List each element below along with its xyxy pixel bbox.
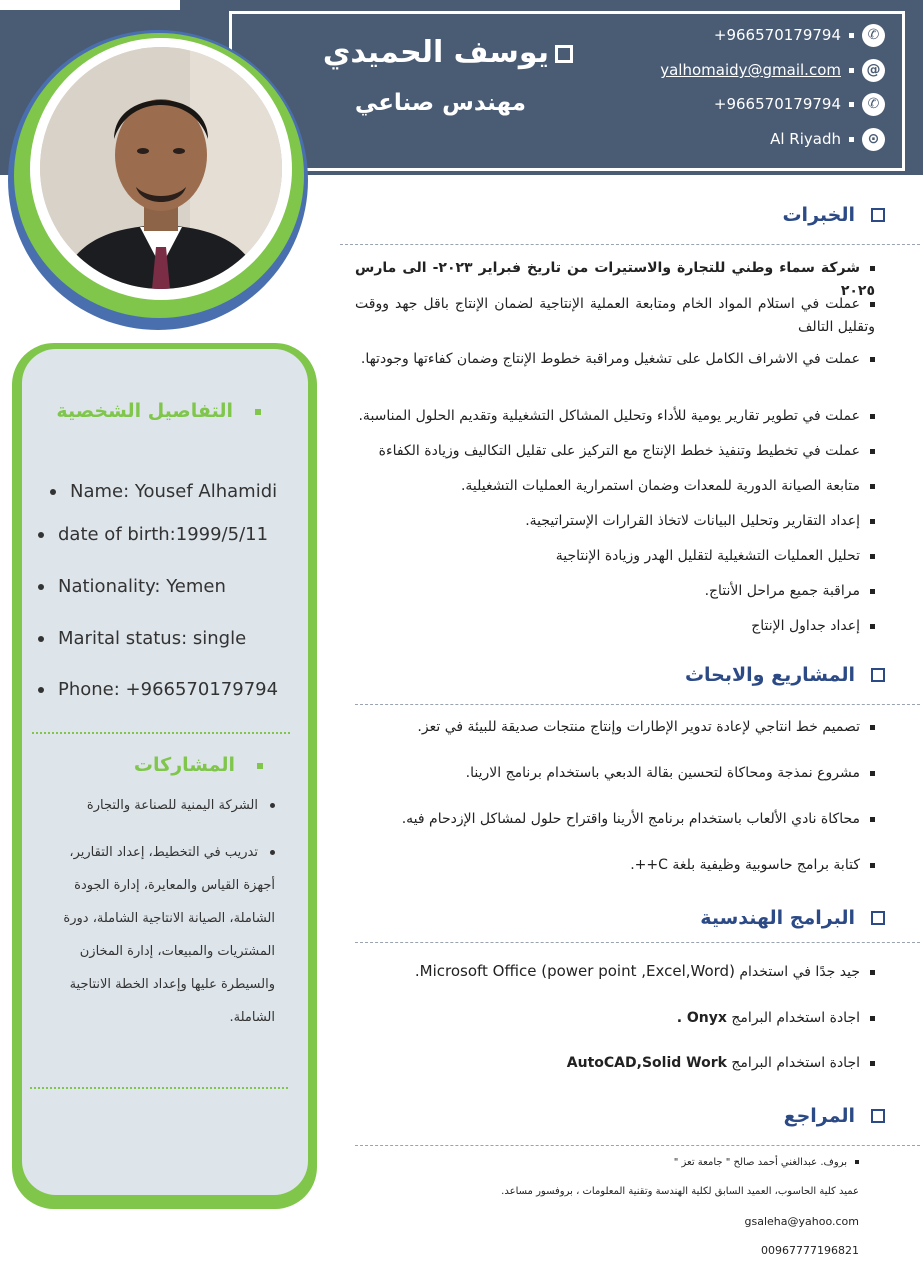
participation-item (55, 789, 275, 822)
participation-item (55, 836, 275, 1034)
experience-item (355, 405, 875, 428)
personal-phone-text: Phone: +966570179794 (58, 679, 279, 700)
checkbox-icon (871, 911, 885, 925)
personal-nationality-text: Nationality: Yemen (58, 576, 226, 597)
bullet-icon (38, 687, 44, 693)
experience-item (355, 580, 875, 603)
experience-item (355, 545, 875, 568)
reference-name-text: بروف. عبدالغني أحمد صالح " جامعة تعز " (673, 1157, 847, 1168)
reference-phone: 00967777196821 (761, 1244, 859, 1257)
software-item-prefix: اجادة استخدام البرامج (731, 1055, 860, 1071)
experience-item (355, 615, 875, 638)
references-heading-text: المراجع (783, 1105, 855, 1127)
bullet-icon (849, 102, 854, 107)
experience-item-text: إعداد جداول الإنتاج (751, 618, 860, 634)
reference-name (674, 1157, 859, 1168)
bullet-icon (870, 1016, 875, 1021)
contact-email-link[interactable]: yalhomaidy@gmail.com (660, 61, 841, 79)
contact-email[interactable] (660, 58, 885, 82)
bullet-icon (870, 519, 875, 524)
software-item (355, 960, 875, 984)
participation-item-text: تدريب في التخطيط، إعداد التقارير، أجهزة القياس والمعايرة، إدارة الجودة الشاملة، الصيانة الانتاجية الشاملة، دورة المشتريات والمبيعات، إدارة المخازن والسيطرة عليها وإعداد الخطة الانتاجية الشاملة. (63, 845, 275, 1025)
software-item-value: AutoCAD,Solid Work (566, 1055, 727, 1071)
participations-heading-text: المشاركات (133, 754, 235, 776)
participations-heading (134, 754, 263, 776)
bullet-icon (38, 636, 44, 642)
projects-heading-text: المشاريع والابحاث (684, 664, 855, 686)
bullet-icon (870, 484, 875, 489)
experience-item-text: عملت في استلام المواد الخام ومتابعة العملية الإنتاجية لضمان الإنتاج باقل جهد ووقت وتقليل التالف (355, 296, 875, 335)
bullet-icon (50, 489, 56, 495)
email-icon: @ (862, 59, 885, 82)
personal-nationality (38, 576, 226, 597)
personal-name-text: Name: Yousef Alhamidi (70, 481, 278, 502)
software-heading-text: البرامج الهندسية (700, 907, 855, 929)
experience-item (355, 348, 875, 371)
contact-phone-1 (714, 23, 885, 47)
experience-item-text: متابعة الصيانة الدورية للمعدات وضمان استمرارية العمليات التشغيلية. (460, 478, 860, 494)
personal-birthdate (38, 524, 268, 545)
bullet-icon (870, 554, 875, 559)
contact-phone-2-text: +966570179794 (713, 95, 841, 113)
bullet-icon (870, 414, 875, 419)
project-item (355, 808, 875, 831)
personal-phone (38, 679, 278, 700)
bullet-icon (270, 803, 275, 808)
section-divider (340, 244, 920, 245)
experience-item-text: عملت في تخطيط وتنفيذ خطط الإنتاج مع التركيز على تقليل التكاليف وزيادة الكفاءة (378, 443, 860, 459)
job-title: مهندس صناعي (354, 90, 526, 116)
checkbox-icon (871, 208, 885, 222)
software-heading (700, 907, 885, 929)
experience-item (355, 475, 875, 498)
projects-heading (685, 664, 885, 686)
section-divider (355, 1145, 920, 1146)
bullet-icon (38, 532, 44, 538)
experience-item-text: عملت في تطوير تقارير يومية للأداء وتحليل المشاكل التشغيلية وتقديم الحلول المناسبة. (358, 408, 860, 424)
personal-marital-status-text: Marital status: single (58, 628, 247, 649)
contact-location-text: Al Riyadh (770, 130, 841, 148)
experience-heading-text: الخبرات (782, 204, 855, 226)
software-item-prefix: جيد جدًا في استخدام (739, 964, 860, 980)
experience-item-text: تحليل العمليات التشغيلية لتقليل الهدر وزيادة الإنتاجية (555, 548, 860, 564)
bullet-icon (870, 725, 875, 730)
bullet-icon (855, 1160, 859, 1164)
applicant-name-text: يوسف الحميدي (322, 35, 549, 70)
personal-details-heading-text: التفاصيل الشخصية (56, 400, 233, 422)
bullet-icon (870, 1061, 875, 1066)
bullet-icon (270, 850, 275, 855)
project-item-text: تصميم خط انتاجي لإعادة تدوير الإطارات وإنتاج منتجات صديقة للبيئة في تعز. (417, 719, 860, 735)
contact-location (770, 127, 885, 151)
bullet-icon (870, 817, 875, 822)
bullet-icon (849, 68, 854, 73)
contact-phone-2 (714, 92, 885, 116)
applicant-name (323, 35, 573, 70)
bullet-icon (255, 409, 261, 415)
checkbox-icon (871, 1109, 885, 1123)
bullet-icon (849, 137, 854, 142)
bullet-icon (870, 970, 875, 975)
software-item-prefix: اجادة استخدام البرامج (731, 1010, 860, 1026)
personal-name (50, 481, 277, 502)
software-item (355, 1052, 875, 1075)
contact-phone-1-text: +966570179794 (713, 26, 841, 44)
bullet-icon (849, 33, 854, 38)
project-item (355, 716, 875, 739)
experience-item (355, 510, 875, 533)
participation-item-text: الشركة اليمنية للصناعة والتجارة (86, 798, 258, 813)
bullet-icon (870, 449, 875, 454)
bullet-icon (870, 302, 875, 307)
section-divider (355, 942, 920, 943)
sidebar-divider (30, 1087, 288, 1089)
section-divider (355, 704, 920, 705)
references-heading (784, 1105, 885, 1127)
experience-item-text: إعداد التقارير وتحليل البيانات لاتخاذ القرارات الإستراتيجية. (525, 513, 860, 529)
checkbox-icon (871, 668, 885, 682)
profile-photo (40, 47, 282, 289)
bullet-icon (870, 589, 875, 594)
experience-item (355, 293, 875, 339)
reference-title: عميد كلية الحاسوب، العميد السابق لكلية الهندسة وتقنية المعلومات ، بروفسور مساعد. (501, 1186, 859, 1197)
personal-marital-status (38, 628, 246, 649)
profile-photo-illustration (40, 47, 282, 289)
phone-icon: ✆ (862, 24, 885, 47)
checkbox-icon (555, 45, 573, 63)
bullet-icon (870, 266, 875, 271)
personal-birthdate-text: date of birth:1999/5/11 (58, 524, 269, 545)
project-item-text: كتابة برامج حاسوبية وظيفية بلغة C++. (630, 857, 860, 873)
phone-icon: ✆ (862, 93, 885, 116)
project-item-text: محاكاة نادي الألعاب باستخدام برنامج الأرينا واقتراح حلول لمشاكل الإزدحام فيه. (401, 811, 860, 827)
bullet-icon (870, 624, 875, 629)
project-item (355, 854, 875, 877)
header-top-strip (0, 0, 180, 10)
bullet-icon (38, 584, 44, 590)
bullet-icon (257, 763, 263, 769)
experience-item (355, 440, 875, 463)
experience-heading (782, 204, 885, 226)
project-item-text: مشروع نمذجة ومحاكاة لتحسين بقالة الدبعي باستخدام برنامج الارينا. (465, 765, 860, 781)
experience-company-text: شركة سماء وطني للتجارة والاستيرات من تاريخ فبراير ٢٠٢٣- الى مارس ٢٠٢٥ (355, 260, 875, 299)
bullet-icon (870, 357, 875, 362)
experience-item-text: عملت في الاشراف الكامل على تشغيل ومراقبة خطوط الإنتاج وضمان كفاءتها وجودتها. (360, 351, 860, 367)
bullet-icon (870, 863, 875, 868)
software-item (355, 1007, 875, 1030)
software-item-value: Onyx . (676, 1010, 727, 1026)
reference-email[interactable]: gsaleha@yahoo.com (744, 1215, 859, 1228)
project-item (355, 762, 875, 785)
experience-item-text: مراقبة جميع مراحل الأنتاج. (704, 583, 860, 599)
sidebar-divider (32, 732, 290, 734)
personal-details-heading (56, 400, 261, 422)
bullet-icon (870, 771, 875, 776)
software-item-value: Microsoft Office (power point ,Excel,Word). (414, 962, 735, 980)
location-icon: ⊙ (862, 128, 885, 151)
